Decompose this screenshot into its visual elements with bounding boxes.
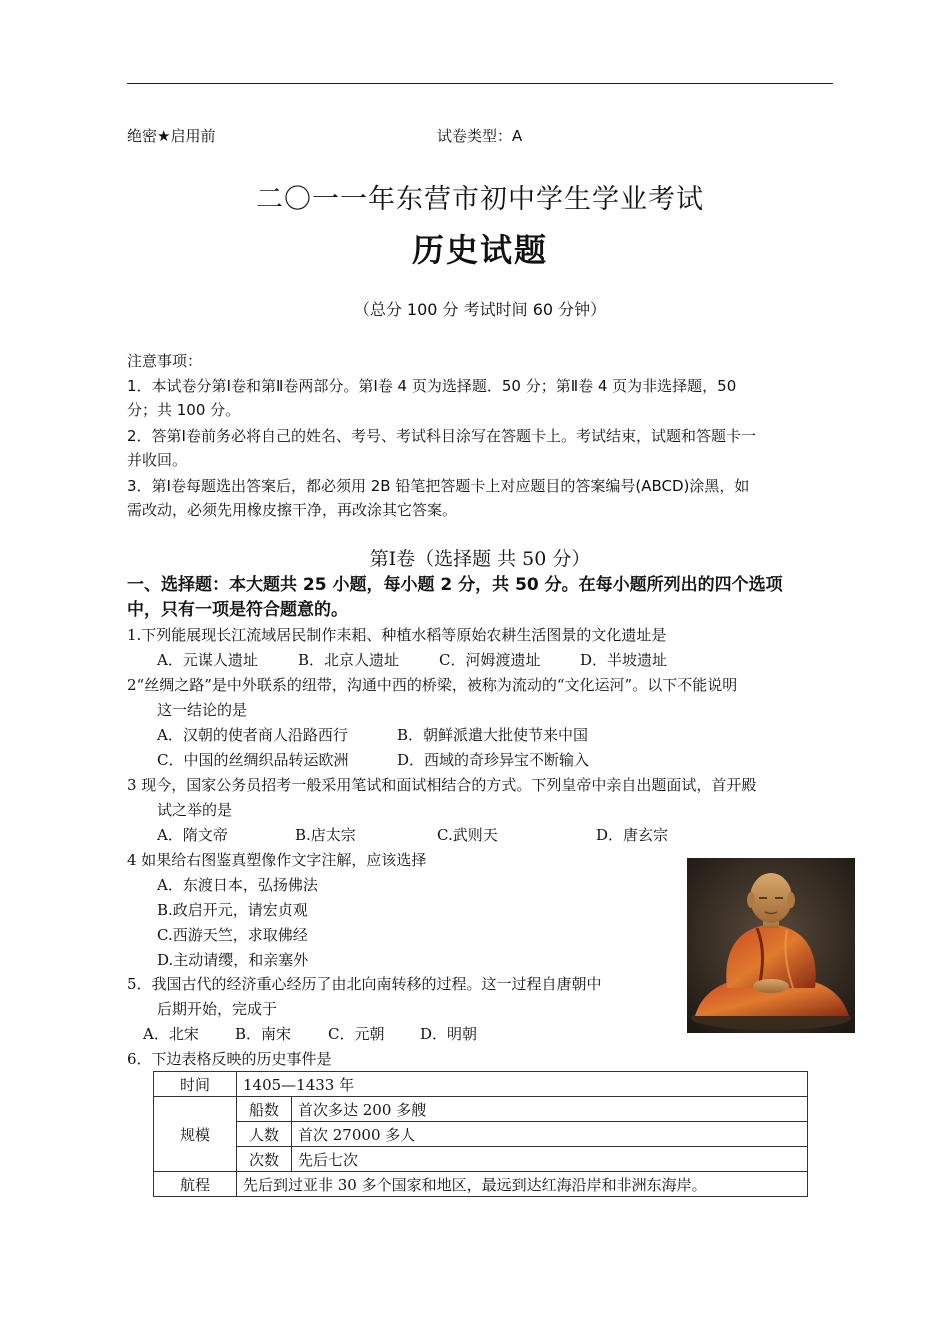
table-row	[154, 1122, 808, 1147]
question-5-option-d: D．明朝	[420, 1025, 478, 1043]
question-1-option-a: A．元谋人遗址	[157, 651, 258, 669]
top-rule	[127, 83, 833, 84]
table-cell: 时间	[154, 1072, 237, 1097]
notes-line: 2．答第Ⅰ卷前务必将自己的姓名、考号、考试科目涂写在答题卡上。考试结束，试题和答题卡一	[127, 427, 756, 445]
notes-line: 需改动，必须先用橡皮擦干净，再改涂其它答案。	[127, 501, 458, 519]
question-3-option-b: B.店太宗	[295, 826, 356, 844]
notes-line: 分；共 100 分。	[127, 401, 241, 419]
question-2-stem: 2“丝绸之路”是中外联系的纽带，沟通中西的桥梁，被称为流动的“文化运河”。以下不能说明	[127, 676, 738, 694]
question-1-stem: 1.下列能展现长江流域居民制作耒耜、种植水稻等原始农耕生活图景的文化遗址是	[127, 626, 667, 644]
table-row	[154, 1147, 808, 1172]
score-time: （总分 100 分 考试时间 60 分钟）	[353, 300, 607, 319]
question-3-stem: 3 现今，国家公务员招考一般采用笔试和面试相结合的方式。下列皇帝中亲自出题面试，首开殿	[127, 776, 757, 794]
table-cell: 1405—1433 年	[237, 1072, 808, 1097]
question-3-option-c: C.武则天	[437, 826, 498, 844]
table-row	[154, 1097, 808, 1122]
question-2-option-b: B．朝鲜派遣大批使节来中国	[397, 726, 589, 744]
question-2-option-c: C．中国的丝绸织品转运欧洲	[157, 751, 349, 769]
seated-monk-illustration	[687, 858, 855, 1033]
table-cell: 次数	[237, 1147, 292, 1172]
question-5-option-a: A．北宋	[143, 1025, 199, 1043]
question-2-option-a: A．汉朝的使者商人沿路西行	[157, 726, 348, 744]
question-1-option-d: D．半坡遗址	[580, 651, 668, 669]
table-cell: 首次 27000 多人	[292, 1122, 808, 1147]
table-cell: 船数	[237, 1097, 292, 1122]
question-1-option-c: C．河姆渡遗址	[439, 651, 541, 669]
table-cell: 先后到过亚非 30 多个国家和地区，最远到达红海沿岸和非洲东海岸。	[237, 1172, 808, 1197]
question-2-stem: 这一结论的是	[157, 701, 248, 719]
subject-title: 历史试题	[411, 231, 548, 269]
notes-line: 1．本试卷分第Ⅰ卷和第Ⅱ卷两部分。第Ⅰ卷 4 页为选择题．50 分；第Ⅱ卷 4 页为非选择题，50	[127, 377, 737, 395]
question-3-option-d: D．唐玄宗	[596, 826, 669, 844]
secret-label: 绝密★启用前	[127, 127, 216, 145]
table-cell: 先后七次	[292, 1147, 808, 1172]
question-3-option-a: A．隋文帝	[157, 826, 228, 844]
notes-heading: 注意事项：	[127, 352, 203, 370]
question-4-option-d: D.主动请缨，和亲塞外	[157, 951, 309, 969]
question-4-stem: 4 如果给右图鉴真塑像作文字注解，应该选择	[127, 851, 427, 869]
table-row	[154, 1072, 808, 1097]
notes-line: 并收回。	[127, 451, 188, 469]
table-cell: 航程	[154, 1172, 237, 1197]
table-cell: 首次多达 200 多艘	[292, 1097, 808, 1122]
table-cell: 人数	[237, 1122, 292, 1147]
table-row	[154, 1172, 808, 1197]
question-2-option-d: D．西域的奇珍异宝不断输入	[397, 751, 590, 769]
section-instruction: 一、选择题：本大题共 25 小题，每小题 2 分，共 50 分。在每小题所列出的四个选项	[127, 575, 783, 595]
exam-title: 二〇一一年东营市初中学生学业考试	[256, 184, 704, 215]
jianzhen-statue-image	[687, 858, 855, 1033]
question-1-option-b: B．北京人遗址	[298, 651, 400, 669]
paper-type-label: 试卷类型：A	[437, 127, 523, 145]
question-4-option-b: B.政启开元，请宏贞观	[157, 901, 308, 919]
question-4-option-c: C.西游天竺，求取佛经	[157, 926, 308, 944]
question-4-option-a: A．东渡日本，弘扬佛法	[157, 876, 318, 894]
section-title: 第Ⅰ卷（选择题 共 50 分）	[369, 548, 591, 570]
question-5-option-c: C．元朝	[328, 1025, 385, 1043]
question-6-table	[153, 1071, 808, 1197]
table-cell: 规模	[154, 1097, 237, 1172]
question-3-stem: 试之举的是	[157, 801, 233, 819]
question-6-stem: 6．下边表格反映的历史事件是	[127, 1050, 332, 1068]
question-5-option-b: B．南宋	[235, 1025, 292, 1043]
section-instruction: 中，只有一项是符合题意的。	[127, 600, 348, 620]
question-5-stem: 5．我国古代的经济重心经历了由北向南转移的过程。这一过程自唐朝中	[127, 975, 602, 993]
notes-line: 3．第Ⅰ卷每题选出答案后，都必须用 2B 铅笔把答题卡上对应题目的答案编号(ABCD)涂黑，如	[127, 477, 750, 495]
question-5-stem: 后期开始，完成于	[157, 1000, 278, 1018]
